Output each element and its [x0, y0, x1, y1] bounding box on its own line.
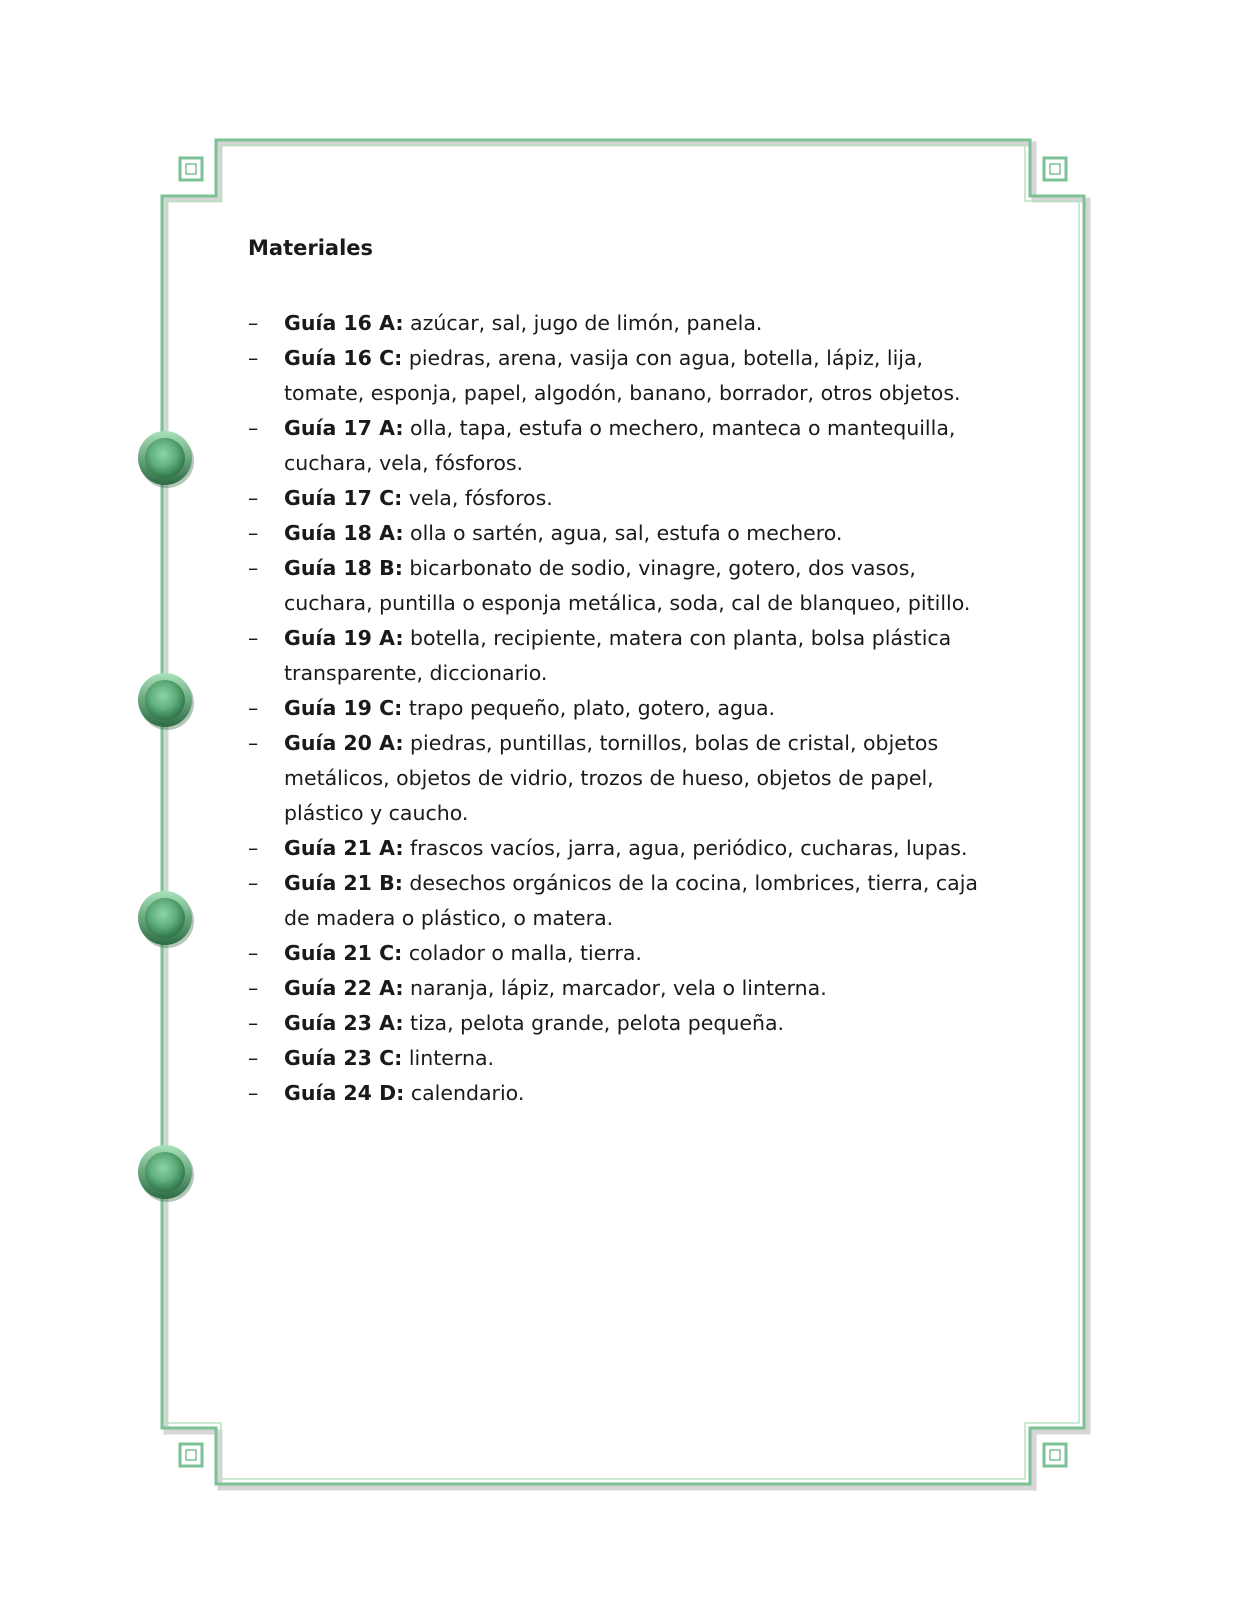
green-bead-icon: [138, 891, 194, 948]
guide-materials: piedras, arena, vasija con agua, botella, lápiz, lija, tomate, esponja, papel, algodón, banano, borrador, otros objetos.: [284, 346, 961, 405]
guide-label: Guía 22 A:: [284, 976, 404, 1000]
bullet-dash: –: [248, 1046, 259, 1070]
page-title: Materiales: [248, 236, 374, 260]
list-item: [248, 831, 1008, 866]
guide-materials: trapo pequeño, plato, gotero, agua.: [402, 696, 776, 720]
list-item: [248, 691, 1008, 726]
materials-list: [248, 306, 1008, 1111]
guide-materials: vela, fósforos.: [402, 486, 553, 510]
guide-label: Guía 17 A:: [284, 416, 404, 440]
green-bead-icon: [138, 673, 194, 730]
bullet-dash: –: [248, 486, 259, 510]
guide-materials: naranja, lápiz, marcador, vela o linterna.: [403, 976, 827, 1000]
bullet-dash: –: [248, 941, 259, 965]
guide-label: Guía 16 A:: [284, 311, 404, 335]
corner-ornament-bottom-right: [1044, 1444, 1066, 1466]
bullet-dash: –: [248, 1081, 259, 1105]
bullet-dash: –: [248, 346, 259, 370]
list-item: [248, 306, 1008, 341]
bullet-dash: –: [248, 1011, 259, 1035]
list-item: [248, 971, 1008, 1006]
guide-label: Guía 20 A:: [284, 731, 404, 755]
guide-label: Guía 16 C:: [284, 346, 403, 370]
list-item: [248, 481, 1008, 516]
list-item: [248, 726, 1008, 831]
guide-materials: tiza, pelota grande, pelota pequeña.: [403, 1011, 785, 1035]
guide-label: Guía 19 A:: [284, 626, 404, 650]
guide-materials: desechos orgánicos de la cocina, lombrices, tierra, caja de madera o plástico, o matera.: [284, 871, 978, 930]
corner-ornament-top-right: [1044, 158, 1066, 180]
guide-materials: azúcar, sal, jugo de limón, panela.: [403, 311, 763, 335]
guide-label: Guía 23 C:: [284, 1046, 403, 1070]
list-item: [248, 411, 1008, 481]
green-bead-icon: [138, 1145, 194, 1202]
list-item: [248, 936, 1008, 971]
guide-materials: bicarbonato de sodio, vinagre, gotero, dos vasos, cuchara, puntilla o esponja metálica, soda, cal de blanqueo, pitillo.: [284, 556, 971, 615]
list-item: [248, 866, 1008, 936]
page-content: [248, 234, 1008, 1111]
guide-materials: colador o malla, tierra.: [402, 941, 642, 965]
guide-materials: piedras, puntillas, tornillos, bolas de cristal, objetos metálicos, objetos de vidrio, trozos de hueso, objetos de papel, plástico y caucho.: [284, 731, 939, 825]
green-bead-icon: [138, 431, 194, 488]
corner-ornament-top-left: [180, 158, 202, 180]
guide-label: Guía 21 B:: [284, 871, 403, 895]
guide-label: Guía 21 A:: [284, 836, 404, 860]
guide-label: Guía 19 C:: [284, 696, 403, 720]
list-item: [248, 621, 1008, 691]
guide-materials: frascos vacíos, jarra, agua, periódico, cucharas, lupas.: [403, 836, 968, 860]
bullet-dash: –: [248, 626, 259, 650]
guide-materials: calendario.: [404, 1081, 525, 1105]
guide-label: Guía 24 D:: [284, 1081, 405, 1105]
list-item: [248, 1006, 1008, 1041]
guide-label: Guía 21 C:: [284, 941, 403, 965]
bullet-dash: –: [248, 311, 259, 335]
bullet-dash: –: [248, 521, 259, 545]
bullet-dash: –: [248, 696, 259, 720]
guide-label: Guía 18 A:: [284, 521, 404, 545]
guide-label: Guía 18 B:: [284, 556, 403, 580]
list-item: [248, 1076, 1008, 1111]
list-item: [248, 516, 1008, 551]
bullet-dash: –: [248, 836, 259, 860]
guide-label: Guía 17 C:: [284, 486, 403, 510]
guide-materials: olla o sartén, agua, sal, estufa o mechero.: [403, 521, 843, 545]
list-item: [248, 1041, 1008, 1076]
corner-ornament-bottom-left: [180, 1444, 202, 1466]
list-item: [248, 341, 1008, 411]
bullet-dash: –: [248, 871, 259, 895]
guide-materials: olla, tapa, estufa o mechero, manteca o mantequilla, cuchara, vela, fósforos.: [284, 416, 956, 475]
guide-materials: botella, recipiente, matera con planta, bolsa plástica transparente, diccionario.: [284, 626, 952, 685]
list-item: [248, 551, 1008, 621]
bullet-dash: –: [248, 416, 259, 440]
bullet-dash: –: [248, 556, 259, 580]
guide-materials: linterna.: [402, 1046, 495, 1070]
guide-label: Guía 23 A:: [284, 1011, 404, 1035]
bullet-dash: –: [248, 731, 259, 755]
bullet-dash: –: [248, 976, 259, 1000]
